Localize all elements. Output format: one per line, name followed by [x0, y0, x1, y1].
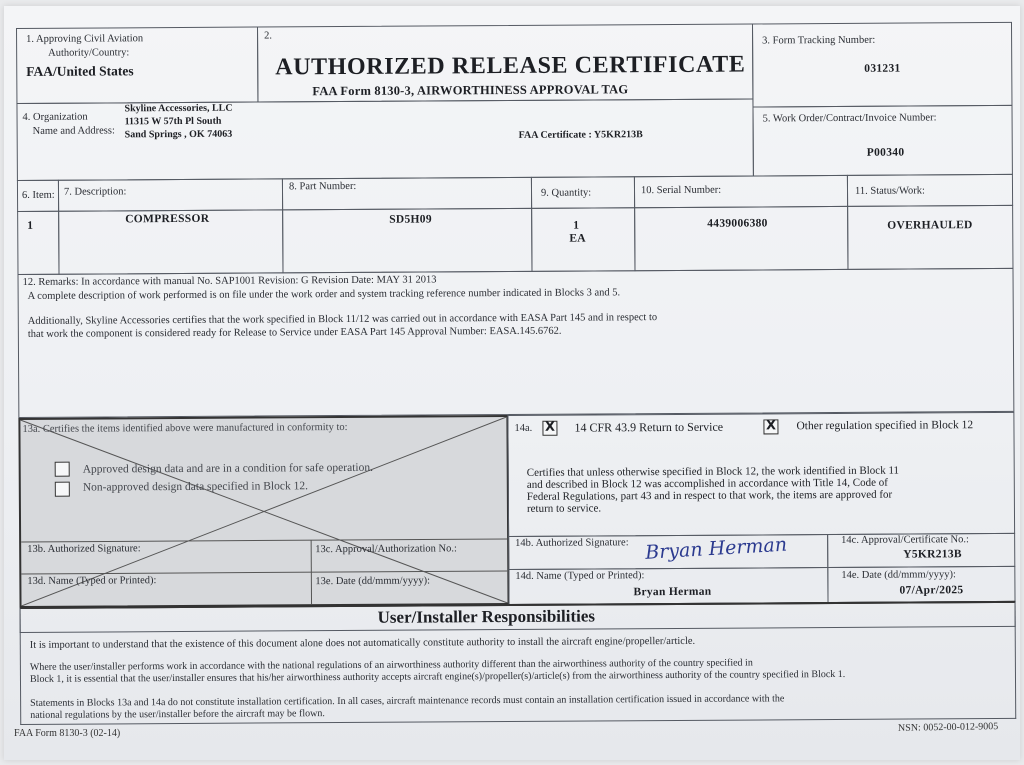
- printed-name: Bryan Herman: [633, 585, 712, 599]
- item-description: COMPRESSOR: [125, 212, 210, 226]
- responsibilities-title: User/Installer Responsibilities: [377, 606, 596, 627]
- certificate-sheet: [4, 6, 1020, 760]
- block14b-label: 14b. Authorized Signature:: [515, 537, 629, 549]
- form-subtitle: FAA Form 8130-3, AIRWORTHINESS APPROVAL TAG: [312, 82, 629, 99]
- form-tracking-number: 031231: [864, 62, 901, 75]
- block13a-header: 13a. Certifies the items identified above were manufactured in conformity to:: [22, 421, 348, 435]
- quantity-unit: EA: [569, 232, 586, 245]
- other-regulation-checkbox[interactable]: X: [763, 419, 778, 434]
- certification-date: 07/Apr/2025: [899, 584, 964, 597]
- block1-label: 1. Approving Civil Aviation: [26, 33, 144, 45]
- remarks-line-3: Additionally, Skyline Accessories certifies that the work specified in Block 11/12 was carried out in accordance with EASA Part 145 and in respect to: [27, 312, 658, 327]
- block4-label: 4. Organization: [22, 111, 88, 123]
- responsibilities-p2-line2: Block 1, it is essential that the user/installer ensures that his/her airworthiness authority accepts aircraft engine(s)/propeller(s)/article(s) from the airworthiness authority of the country specified in Block 1.: [29, 668, 846, 685]
- block13c-label: 13c. Approval/Authorization No.:: [315, 543, 457, 556]
- return-to-service-label: 14 CFR 43.9 Return to Service: [574, 419, 724, 435]
- responsibilities-p1: It is important to understand that the existence of this document alone does not automatically constitute authority to install the aircraft engine/propeller/article.: [29, 635, 696, 651]
- block14d-label: 14d. Name (Typed or Printed):: [515, 570, 645, 582]
- block14a-text-1: Certifies that unless otherwise specified in Block 12, the work identified in Block 11: [526, 464, 900, 479]
- work-order-number: P00340: [866, 146, 905, 159]
- block3-label: 3. Form Tracking Number:: [762, 34, 876, 47]
- block1-label-2: Authority/Country:: [48, 47, 130, 59]
- serial-header: 10. Serial Number:: [640, 184, 722, 197]
- block-6-value: [17, 211, 59, 275]
- page-title: AUTHORIZED RELEASE CERTIFICATE: [275, 51, 746, 81]
- responsibilities-p2-line1: Where the user/installer performs work in accordance with the national regulations of an airworthiness authority different than the airworthiness authority of the country specified in: [29, 657, 753, 673]
- item-header: 6. Item:: [21, 189, 55, 201]
- quantity: 1: [573, 219, 580, 232]
- responsibilities-p3-line2: national regulations by the user/installer before the aircraft may be flown.: [30, 708, 325, 721]
- description-header: 7. Description:: [63, 186, 127, 198]
- block14e-label: 14e. Date (dd/mmm/yyyy):: [841, 569, 957, 581]
- block14a-text-2: and described in Block 12 was accomplished in accordance with Title 14, Code of: [526, 476, 888, 491]
- block-10-value: [634, 206, 848, 271]
- return-to-service-checkbox[interactable]: X: [542, 421, 557, 436]
- block14a-text-4: return to service.: [526, 502, 602, 515]
- remarks-line-4: that work the component is considered ready for Release to Service under EASA Part 145 Approval Number: EASA.145.6762.: [27, 325, 562, 340]
- form-8130-3: [16, 22, 1016, 728]
- status-header: 11. Status/Work:: [854, 185, 925, 197]
- block14c-label: 14c. Approval/Certificate No.:: [841, 534, 969, 546]
- block13b-label: 13b. Authorized Signature:: [27, 543, 141, 555]
- remarks-line-1: 12. Remarks: In accordance with manual No. SAP1001 Revision: G Revision Date: MAY 31 2013: [22, 274, 437, 288]
- organization-street: 11315 W 57th Pl South: [124, 115, 222, 128]
- organization-name: Skyline Accessories, LLC: [124, 102, 233, 115]
- part-number: SD5H09: [389, 213, 432, 226]
- block13e-label: 13e. Date (dd/mmm/yyyy):: [315, 575, 431, 588]
- nsn-footer: NSN: 0052-00-012-9005: [897, 721, 999, 734]
- serial-number: 4439006380: [707, 217, 768, 230]
- part-number-header: 8. Part Number:: [288, 180, 357, 193]
- approval-certificate-number: Y5KR213B: [903, 548, 962, 561]
- authorized-signature: Bryan Herman: [644, 533, 788, 564]
- remarks-line-2: A complete description of work performed is on file under the work order and system tracking reference number indicated in Blocks 3 and 5.: [27, 287, 621, 302]
- item-number: 1: [27, 219, 34, 232]
- responsibilities-p3-line1: Statements in Blocks 13a and 14a do not constitute installation certification. In all cases, aircraft maintenance records must contain an installation certification issued in accordance with the: [30, 693, 785, 709]
- block14a-text-3: Federal Regulations, part 43 and in respect to that work, the items are approved for: [526, 488, 893, 503]
- quantity-header: 9. Quantity:: [540, 187, 592, 199]
- block-13: [18, 415, 509, 608]
- faa-certificate: FAA Certificate : Y5KR213B: [518, 129, 643, 141]
- block-11-value: [847, 205, 1013, 270]
- other-regulation-label: Other regulation specified in Block 12: [796, 419, 974, 433]
- approved-design-checkbox[interactable]: [55, 462, 70, 477]
- block5-label: 5. Work Order/Contract/Invoice Number:: [762, 112, 937, 125]
- block14a-label: 14a.: [514, 422, 533, 434]
- non-approved-design-label: Non-approved design data specified in Block 12.: [82, 480, 308, 494]
- approving-authority: FAA/United States: [26, 63, 134, 79]
- block13d-label: 13d. Name (Typed or Printed):: [27, 575, 157, 587]
- block2-label: 2.: [264, 30, 272, 42]
- organization-city: Sand Springs , OK 74063: [124, 128, 233, 141]
- block4-label-2: Name and Address:: [32, 125, 115, 137]
- form-id-footer: FAA Form 8130-3 (02-14): [14, 728, 121, 739]
- non-approved-design-checkbox[interactable]: [55, 482, 70, 497]
- status-work: OVERHAULED: [887, 219, 973, 232]
- approved-design-label: Approved design data and are in a condition for safe operation.: [82, 461, 374, 476]
